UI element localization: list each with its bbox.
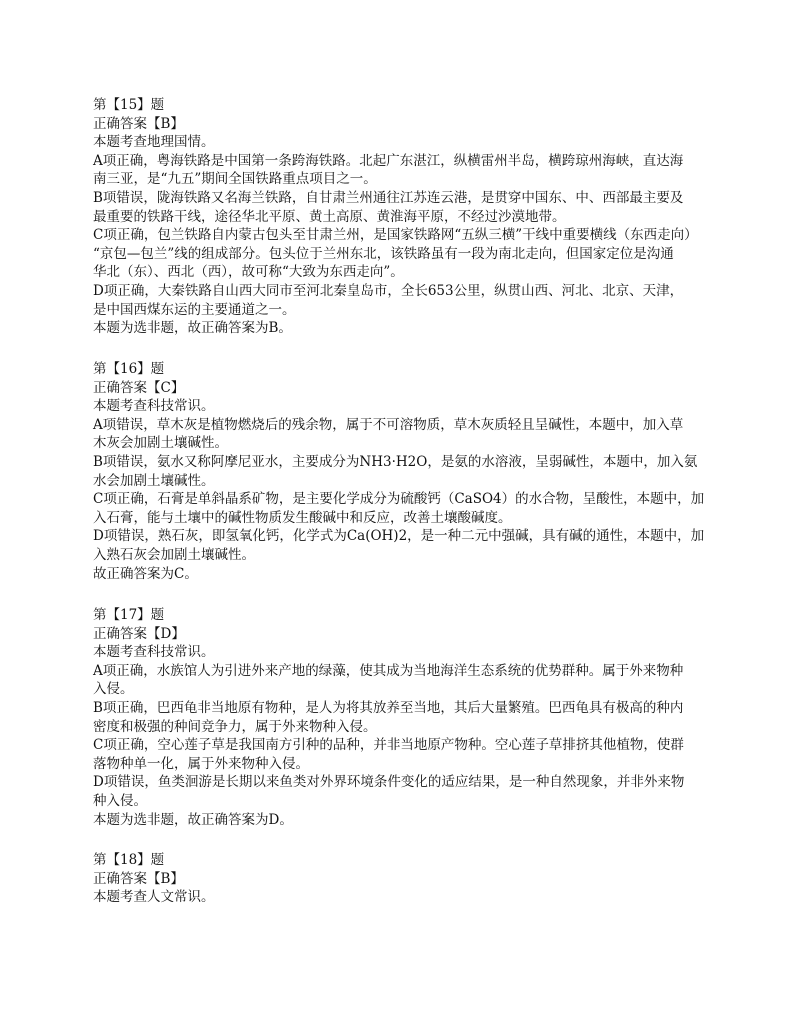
explanation-line: 入侵。 bbox=[93, 681, 134, 698]
explanation-line: C项正确，空心莲子草是我国南方引种的品种，并非当地原产物种。空心莲子草排挤其他植物，使群 bbox=[93, 737, 684, 754]
question-16 bbox=[93, 360, 713, 583]
explanation-line: 水会加剧土壤碱性。 bbox=[93, 472, 215, 489]
explanation-line: A项正确，粤海铁路是中国第一条跨海铁路。北起广东湛江，纵横雷州半岛，横跨琼州海峡，直达海 bbox=[93, 152, 684, 169]
question-18 bbox=[93, 851, 713, 907]
explanation-line: 密度和极强的种间竞争力，属于外来物种入侵。 bbox=[93, 718, 377, 735]
question-15 bbox=[93, 96, 713, 338]
correct-answer: 正确答案【D】 bbox=[93, 625, 185, 642]
explanation-line: 本题为选非题，故正确答案为B。 bbox=[93, 320, 292, 337]
explanation-line: 南三亚，是“九五”期间全国铁路重点项目之一。 bbox=[93, 171, 377, 188]
explanation-line: A项正确，水族馆人为引进外来产地的绿藻，使其成为当地海洋生态系统的优势群种。属于外来物种 bbox=[93, 662, 684, 679]
explanation-line: 是中国西煤东运的主要通道之一。 bbox=[93, 301, 296, 318]
explanation-line: 本题为选非题，故正确答案为D。 bbox=[93, 811, 293, 828]
explanation-line: 木灰会加剧土壤碱性。 bbox=[93, 435, 228, 452]
explanation-line: C项正确，包兰铁路自内蒙古包头至甘肃兰州，是国家铁路网“五纵三横”干线中重要横线（东西走向） bbox=[93, 227, 698, 244]
explanation-line: 最重要的铁路干线，途径华北平原、黄土高原、黄淮海平原，不经过沙漠地带。 bbox=[93, 208, 566, 225]
explanation-line: 本题考查人文常识。 bbox=[93, 889, 215, 906]
correct-answer: 正确答案【B】 bbox=[93, 115, 184, 132]
question-title: 第【18】题 bbox=[93, 852, 165, 868]
explanation-line: 入石膏，能与土壤中的碱性物质发生酸碱中和反应，改善土壤酸碱度。 bbox=[93, 509, 512, 526]
explanation-line: B项正确，巴西龟非当地原有物种，是人为将其放养至当地，其后大量繁殖。巴西龟具有极高的种内 bbox=[93, 699, 684, 716]
question-title: 第【16】题 bbox=[93, 361, 165, 377]
question-title: 第【17】题 bbox=[93, 607, 165, 623]
explanation-line: A项错误，草木灰是植物燃烧后的残余物，属于不可溶物质，草木灰质轻且呈碱性，本题中，加入草 bbox=[93, 416, 684, 433]
correct-answer: 正确答案【B】 bbox=[93, 870, 184, 887]
question-17 bbox=[93, 606, 713, 829]
explanation-line: 本题考查地理国情。 bbox=[93, 134, 215, 151]
explanation-line: 故正确答案为C。 bbox=[93, 565, 198, 582]
explanation-line: D项正确，大秦铁路自山西大同市至河北秦皇岛市，全长653公里，纵贯山西、河北、北京、天津， bbox=[93, 282, 684, 299]
explanation-line: C项正确，石膏是单斜晶系矿物，是主要化学成分为硫酸钙（CaSO4）的水合物，呈酸性，本题中，加 bbox=[93, 491, 705, 508]
explanation-line: 入熟石灰会加剧土壤碱性。 bbox=[93, 546, 255, 563]
explanation-line: B项错误，氨水又称阿摩尼亚水，主要成分为NH3·H2O，是氨的水溶液，呈弱碱性，本题中，加入氨 bbox=[93, 453, 698, 470]
question-title: 第【15】题 bbox=[93, 97, 165, 113]
correct-answer: 正确答案【C】 bbox=[93, 379, 185, 396]
explanation-line: D项错误，鱼类洄游是长期以来鱼类对外界环境条件变化的适应结果，是一种自然现象，并非外来物 bbox=[93, 774, 685, 791]
explanation-line: 本题考查科技常识。 bbox=[93, 644, 215, 661]
explanation-line: B项错误，陇海铁路又名海兰铁路，自甘肃兰州通往江苏连云港，是贯穿中国东、中、西部最主要及 bbox=[93, 189, 684, 206]
explanation-line: 种入侵。 bbox=[93, 792, 147, 809]
explanation-line: D项错误，熟石灰，即氢氧化钙，化学式为Ca(OH)2，是一种二元中强碱，具有碱的通性，本题中，加 bbox=[93, 528, 705, 545]
explanation-line: 华北（东）、西北（西），故可称“大致为东西走向”。 bbox=[93, 264, 404, 281]
explanation-line: 本题考查科技常识。 bbox=[93, 398, 215, 415]
explanation-line: “京包—包兰”线的组成部分。包头位于兰州东北，该铁路虽有一段为南北走向，但国家定位是沟通 bbox=[93, 245, 674, 262]
explanation-line: 落物种单一化，属于外来物种入侵。 bbox=[93, 755, 309, 772]
